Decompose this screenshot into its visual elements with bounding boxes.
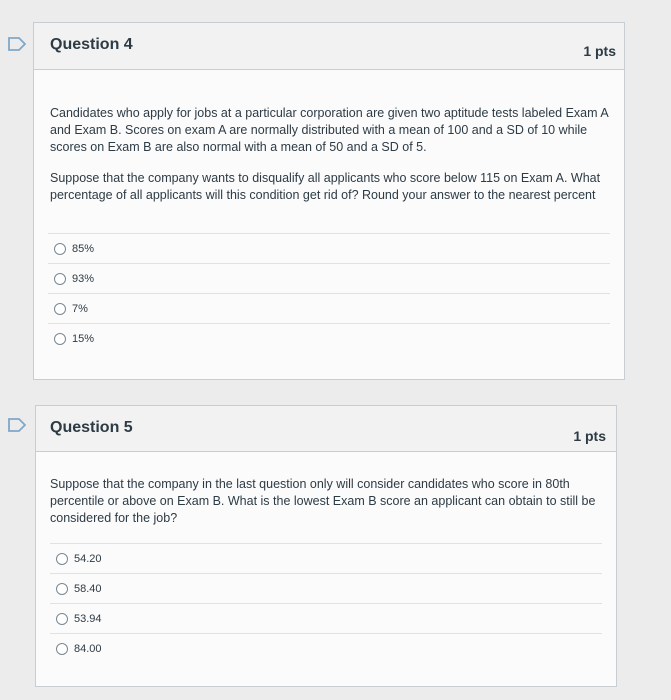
question-4-points: 1 pts [583,43,616,59]
answer-label: 53.94 [74,613,102,625]
answer-option[interactable] [48,323,610,354]
answer-option[interactable] [48,263,610,294]
question-4-card [33,22,625,380]
answer-label: 84.00 [74,643,102,655]
question-4-title: Question 4 [50,36,133,53]
question-5-points: 1 pts [573,428,606,444]
answer-option[interactable] [50,633,602,664]
question-5-title: Question 5 [50,419,133,436]
question-5-text [50,476,605,541]
answer-label: 93% [72,273,95,285]
radio-button[interactable] [56,583,68,595]
question-5-flag-icon[interactable] [8,418,26,432]
radio-button[interactable] [56,643,68,655]
radio-button[interactable] [54,243,66,255]
question-4-flag-icon[interactable] [8,37,26,51]
radio-button[interactable] [54,303,66,315]
answer-option[interactable] [50,573,602,604]
radio-button[interactable] [56,613,68,625]
question-5-header [36,406,616,452]
question-5-paragraph-1: Suppose that the company in the last question only will consider candidates who score in 80th percentile or above on Exam B. What is the lowest Exam B score an applicant can obtain to still be considered for the job? [50,477,596,525]
answer-label: 7% [72,303,88,315]
question-4-answers [48,233,610,377]
question-5-answers [50,543,602,683]
answer-option[interactable] [48,233,610,264]
question-4-text [50,105,615,218]
question-4-paragraph-2: Suppose that the company wants to disqualify all applicants who score below 115 on Exam A. What percentage of all applicants will this condition get rid of? Round your answer to the nearest percent [50,171,601,202]
answer-label: 54.20 [74,553,102,565]
answer-label: 85% [72,243,95,255]
answer-option[interactable] [48,293,610,324]
answer-label: 58.40 [74,583,102,595]
radio-button[interactable] [56,553,68,565]
question-4-header [34,23,624,70]
question-5-card [35,405,617,687]
radio-button[interactable] [54,273,66,285]
answer-option[interactable] [50,603,602,634]
answer-label: 15% [72,333,95,345]
radio-button[interactable] [54,333,66,345]
question-4-paragraph-1: Candidates who apply for jobs at a particular corporation are given two aptitude tests labeled Exam A and Exam B. Scores on exam A are normally distributed with a mean of 100 and a SD of 10 while scores on Exam B are also normal with a mean of 50 and a SD of 5. [50,106,608,154]
answer-option[interactable] [50,543,602,574]
